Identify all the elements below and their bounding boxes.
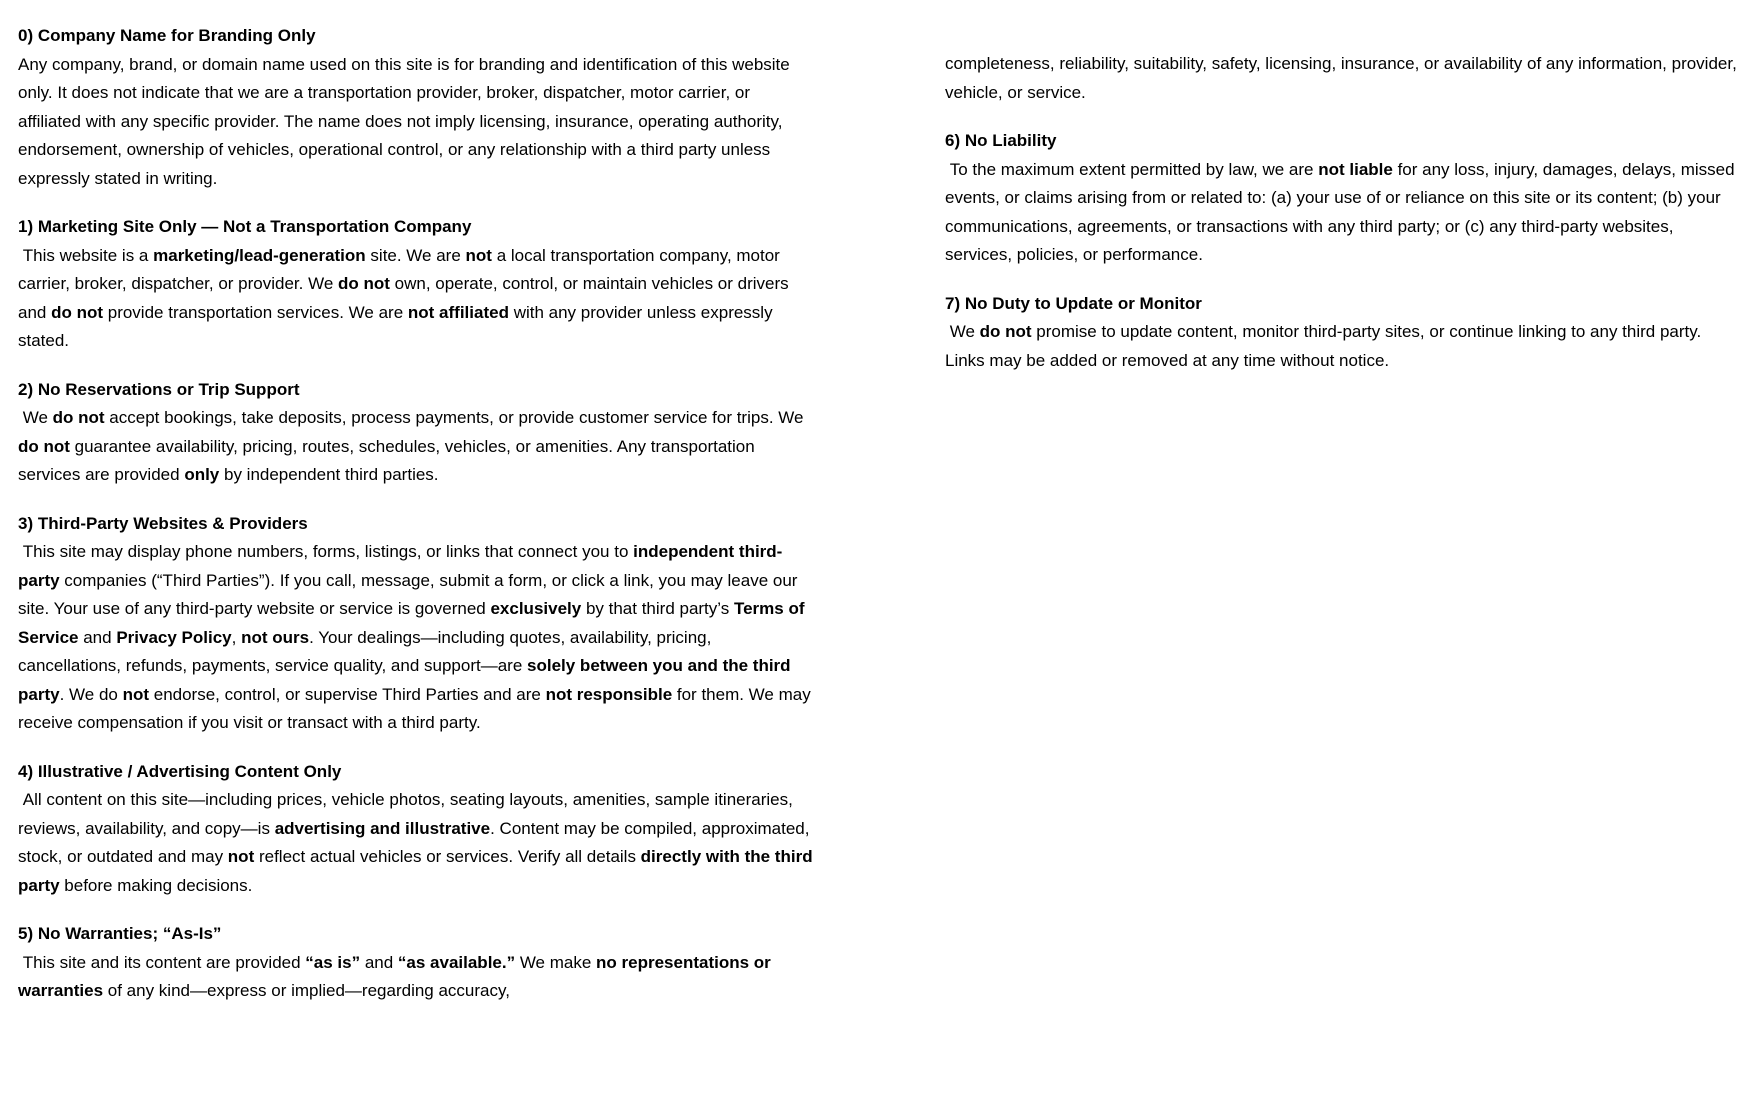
- text-run: . Content may be compiled, approximated, stock, or outdated and may: [18, 818, 815, 866]
- disclaimer-section: [18, 213, 814, 356]
- text-run: reflect actual vehicles or services. Verify all details: [254, 847, 641, 866]
- section-heading: 7) No Duty to Update or Monitor: [945, 293, 1202, 313]
- bold-text-run: no representations or warranties: [18, 952, 776, 1000]
- text-run: site. We are: [365, 245, 466, 265]
- text-run: and: [360, 952, 398, 972]
- section-heading: 0) Company Name for Branding Only: [18, 26, 316, 45]
- bold-text-run: marketing/lead-generation: [153, 245, 366, 265]
- bold-text-run: do not: [979, 322, 1032, 341]
- bold-text-run: advertising and illustrative: [274, 818, 491, 838]
- bold-text-run: solely between you and the third party: [18, 656, 796, 704]
- right-column: [945, 50, 1741, 395]
- bold-text-run: Privacy Policy: [116, 627, 232, 647]
- text-run: ,: [231, 627, 242, 647]
- section-paragraph: [18, 786, 818, 900]
- bold-text-run: not affiliated: [407, 302, 509, 322]
- text-run: completeness, reliability, suitability, safety, licensing, insurance, or availability of any information, provider, vehicle, or service.: [945, 54, 1742, 102]
- text-run: for them. We may receive compensation if you visit or transact with a third party.: [18, 684, 816, 732]
- text-run: by independent third parties.: [219, 465, 439, 484]
- bold-text-run: not: [227, 847, 255, 866]
- bold-text-run: directly with the third party: [18, 847, 818, 895]
- section-heading: 4) Illustrative / Advertising Content Only: [18, 761, 342, 781]
- text-run: accept bookings, take deposits, process payments, or provide customer service for trips. We: [104, 408, 809, 427]
- disclaimer-section: [18, 22, 814, 193]
- text-run: provide transportation services. We are: [103, 302, 408, 322]
- bold-text-run: not liable: [1318, 159, 1393, 179]
- bold-text-run: not ours: [241, 627, 310, 647]
- bold-text-run: not: [122, 684, 150, 704]
- continuation-paragraph: [945, 50, 1741, 107]
- bold-text-run: “as is”: [305, 952, 361, 972]
- text-run: companies (“Third Parties”). If you call, message, submit a form, or click a link, you may leave our site. Your use of any third-party website or service is governed: [18, 570, 803, 618]
- disclaimer-section: [18, 920, 814, 1006]
- section-paragraph: [18, 51, 814, 194]
- section-paragraph: [945, 156, 1741, 270]
- section-paragraph: [18, 242, 814, 356]
- text-run: . Your dealings—including quotes, availability, pricing, cancellations, refunds, payments, service quality, and support—are: [18, 627, 717, 675]
- text-run: We: [945, 322, 980, 341]
- bold-text-run: independent third-party: [18, 542, 783, 590]
- text-run: We make: [515, 952, 597, 972]
- text-run: We: [18, 408, 53, 427]
- text-run: . We do: [59, 684, 123, 704]
- text-run: This website is a: [18, 245, 154, 265]
- text-run: To the maximum extent permitted by law, we are: [945, 159, 1319, 179]
- section-heading: 2) No Reservations or Trip Support: [18, 379, 300, 399]
- section-heading: 3) Third-Party Websites & Providers: [18, 513, 308, 533]
- text-run: of any kind—express or implied—regarding accuracy,: [103, 981, 510, 1000]
- text-run: This site and its content are provided: [18, 952, 306, 972]
- text-run: with any provider unless expressly stated.: [18, 302, 778, 350]
- text-run: promise to update content, monitor third-party sites, or continue linking to any third party. Links may be added or removed at any time without notice.: [945, 322, 1706, 370]
- text-run: This site may display phone numbers, forms, listings, or links that connect you to: [18, 542, 634, 561]
- left-column: [18, 22, 818, 1026]
- text-run: by that third party’s: [581, 599, 734, 618]
- section-paragraph: [18, 949, 814, 1006]
- disclaimer-section: [945, 50, 1741, 107]
- text-run: endorse, control, or supervise Third Parties and are: [149, 684, 546, 704]
- text-run: for any loss, injury, damages, delays, missed events, or claims arising from or related to: (a) your use of or reliance on this site or its content; (b) your communications, agreements, or transactions with any third party; or (c) any third-party websites, services, policies, or performance.: [945, 159, 1740, 264]
- bold-text-run: not: [465, 245, 492, 265]
- section-heading: 1) Marketing Site Only — Not a Transportation Company: [18, 217, 472, 236]
- disclaimer-section: [18, 758, 818, 901]
- bold-text-run: exclusively: [490, 599, 582, 618]
- bold-text-run: only: [184, 465, 220, 484]
- text-run: Any company, brand, or domain name used on this site is for branding and identification of this website only. It does not indicate that we are a transportation provider, broker, dispatcher, motor carrier, or affiliated with any specific provider. The name does not imply licensing, insurance, operating authority, endorsement, ownership of vehicles, operational control, or any relationship with a third party unless expressly stated in writing.: [18, 54, 795, 188]
- text-run: before making decisions.: [59, 875, 253, 895]
- bold-text-run: do not: [52, 408, 105, 427]
- section-paragraph: [945, 318, 1741, 375]
- bold-text-run: Terms of Service: [18, 599, 810, 647]
- section-paragraph: [18, 404, 814, 490]
- section-paragraph: [18, 538, 814, 738]
- disclaimer-section: [945, 127, 1741, 270]
- disclaimer-section: [18, 510, 814, 738]
- bold-text-run: do not: [338, 274, 390, 293]
- bold-text-run: “as available.”: [397, 952, 516, 972]
- section-heading: 5) No Warranties; “As-Is”: [18, 924, 222, 943]
- text-run: and: [78, 627, 117, 647]
- disclaimer-section: [18, 376, 814, 490]
- text-run: own, operate, control, or maintain vehicles or drivers and: [18, 274, 794, 322]
- section-heading: 6) No Liability: [945, 131, 1057, 150]
- text-run: guarantee availability, pricing, routes, schedules, vehicles, or amenities. Any transportation services are provided: [18, 436, 760, 484]
- bold-text-run: do not: [18, 436, 70, 456]
- text-run: All content on this site—including prices, vehicle photos, seating layouts, amenities, sample itineraries, reviews, availability, and copy—is: [18, 790, 798, 838]
- text-run: a local transportation company, motor carrier, broker, dispatcher, or provider. We: [18, 245, 785, 293]
- bold-text-run: not responsible: [545, 684, 673, 704]
- bold-text-run: do not: [51, 302, 104, 322]
- disclaimer-section: [945, 290, 1741, 376]
